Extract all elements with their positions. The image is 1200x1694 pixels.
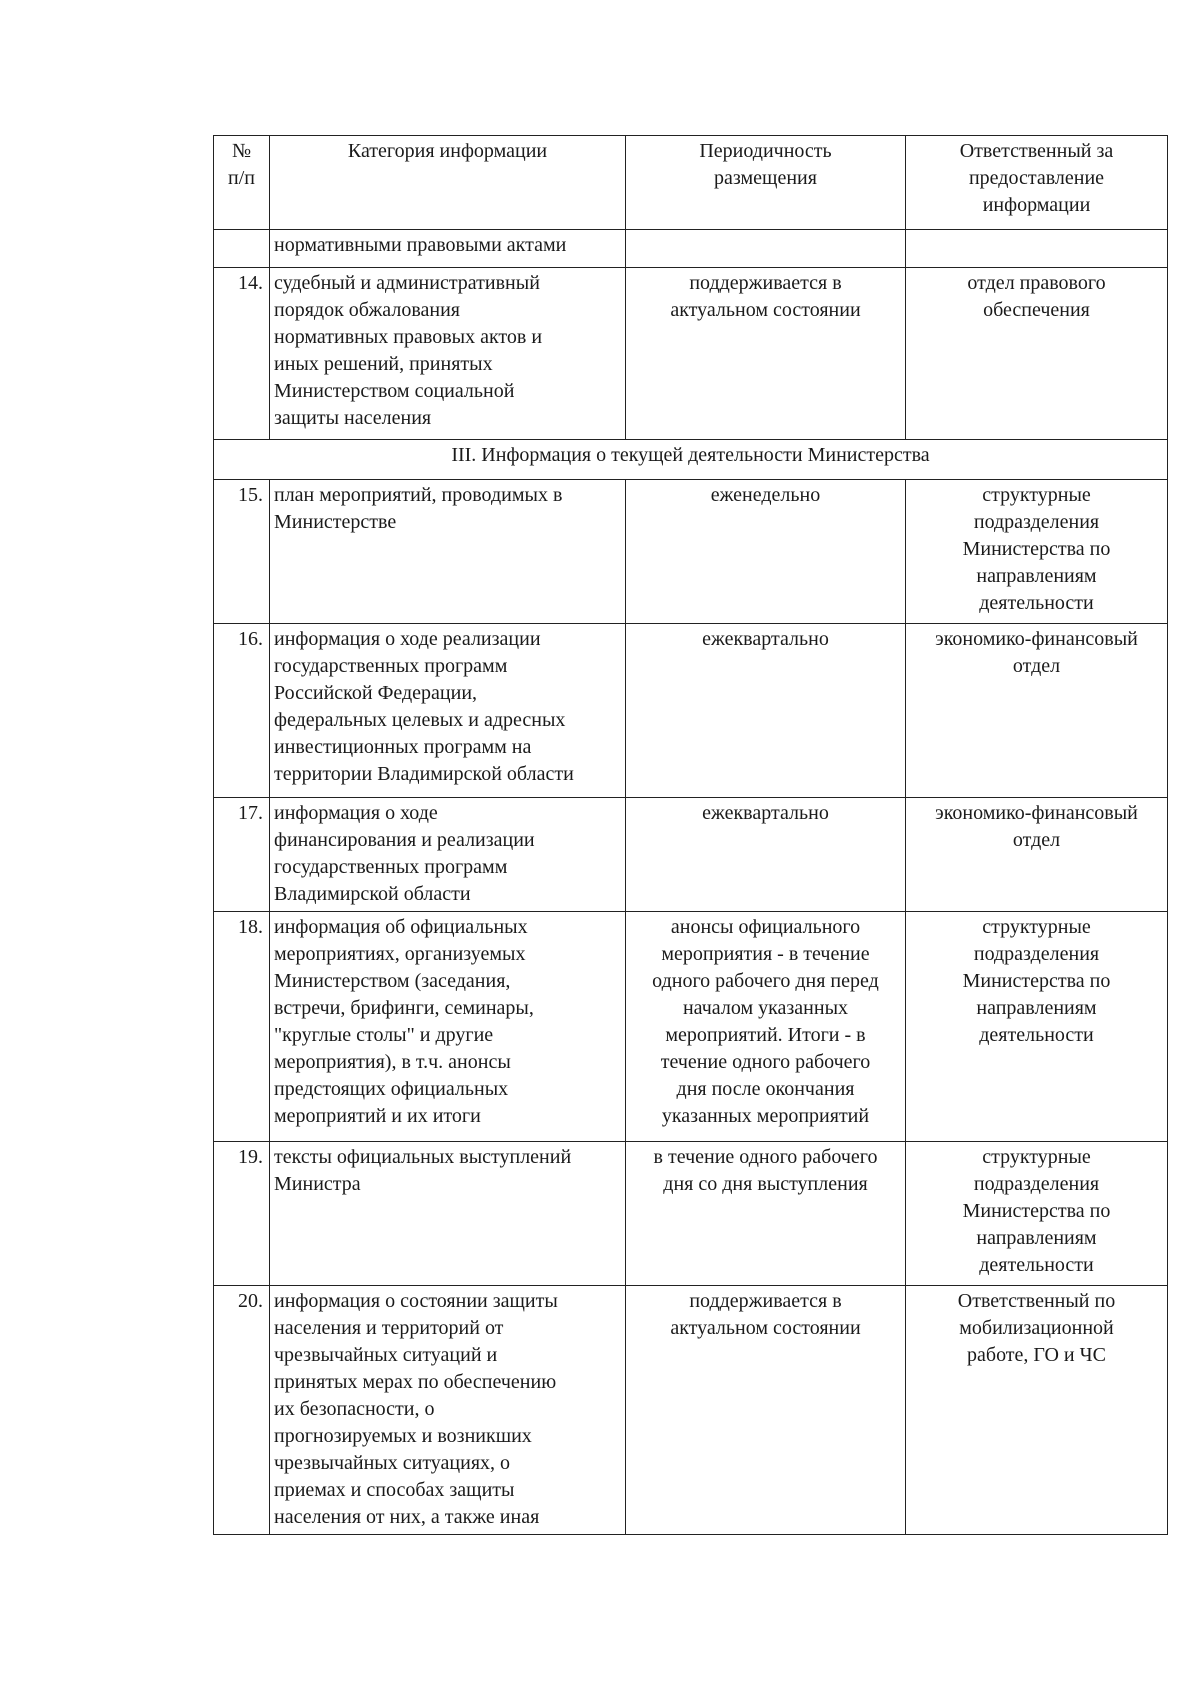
cell-category: информация о ходе реализации государственных программ Российской Федерации, федеральных целевых и адресных инвестиционных программ на территории Владимирской области (270, 624, 626, 798)
cell-periodicity: поддерживается в актуальном состоянии (626, 1286, 906, 1535)
cell-num: 14. (214, 268, 270, 440)
cell-responsible: структурные подразделения Министерства по направлениям деятельности (906, 912, 1168, 1142)
cell-periodicity: ежеквартально (626, 798, 906, 912)
table-row (214, 798, 1168, 912)
cell-periodicity: поддерживается в актуальном состоянии (626, 268, 906, 440)
cell-periodicity (626, 230, 906, 268)
cell-category: судебный и административный порядок обжалования нормативных правовых актов и иных решений, принятых Министерством социальной защиты населения (270, 268, 626, 440)
cell-category: нормативными правовыми актами (270, 230, 626, 268)
table-row (214, 268, 1168, 440)
cell-category: тексты официальных выступлений Министра (270, 1142, 626, 1286)
information-table (213, 135, 1168, 1535)
cell-num (214, 230, 270, 268)
cell-periodicity: анонсы официального мероприятия - в течение одного рабочего дня перед началом указанных мероприятий. Итоги - в течение одного рабочего дня после окончания указанных мероприятий (626, 912, 906, 1142)
cell-num: 15. (214, 480, 270, 624)
cell-periodicity: еженедельно (626, 480, 906, 624)
cell-category: информация о состоянии защиты населения и территорий от чрезвычайных ситуаций и принятых мерах по обеспечению их безопасности, о прогнозируемых и возникших чрезвычайных ситуациях, о приемах и способах защиты населения от них, а также иная (270, 1286, 626, 1535)
cell-periodicity: ежеквартально (626, 624, 906, 798)
cell-responsible: структурные подразделения Министерства по направлениям деятельности (906, 1142, 1168, 1286)
cell-responsible: экономико-финансовый отдел (906, 798, 1168, 912)
table-row (214, 912, 1168, 1142)
table-row (214, 480, 1168, 624)
cell-responsible: структурные подразделения Министерства по направлениям деятельности (906, 480, 1168, 624)
cell-category: информация об официальных мероприятиях, организуемых Министерством (заседания, встречи, брифинги, семинары, "круглые столы" и другие мероприятия), в т.ч. анонсы предстоящих официальных мероприятий и их итоги (270, 912, 626, 1142)
section-row (214, 440, 1168, 480)
cell-num: 17. (214, 798, 270, 912)
cell-responsible: отдел правового обеспечения (906, 268, 1168, 440)
cell-num: 18. (214, 912, 270, 1142)
cell-periodicity: в течение одного рабочего дня со дня выступления (626, 1142, 906, 1286)
section-title: III. Информация о текущей деятельности Министерства (214, 440, 1168, 480)
table-row (214, 1142, 1168, 1286)
table-row-continuation (214, 230, 1168, 268)
table-header-row (214, 136, 1168, 230)
header-periodicity: Периодичность размещения (626, 136, 906, 230)
cell-num: 16. (214, 624, 270, 798)
cell-responsible (906, 230, 1168, 268)
cell-responsible: экономико-финансовый отдел (906, 624, 1168, 798)
table-row (214, 1286, 1168, 1535)
cell-num: 20. (214, 1286, 270, 1535)
cell-category: информация о ходе финансирования и реализации государственных программ Владимирской области (270, 798, 626, 912)
header-category: Категория информации (270, 136, 626, 230)
header-num: № п/п (214, 136, 270, 230)
cell-category: план мероприятий, проводимых в Министерстве (270, 480, 626, 624)
cell-num: 19. (214, 1142, 270, 1286)
table-row (214, 624, 1168, 798)
header-responsible: Ответственный за предоставление информации (906, 136, 1168, 230)
cell-responsible: Ответственный по мобилизационной работе, ГО и ЧС (906, 1286, 1168, 1535)
